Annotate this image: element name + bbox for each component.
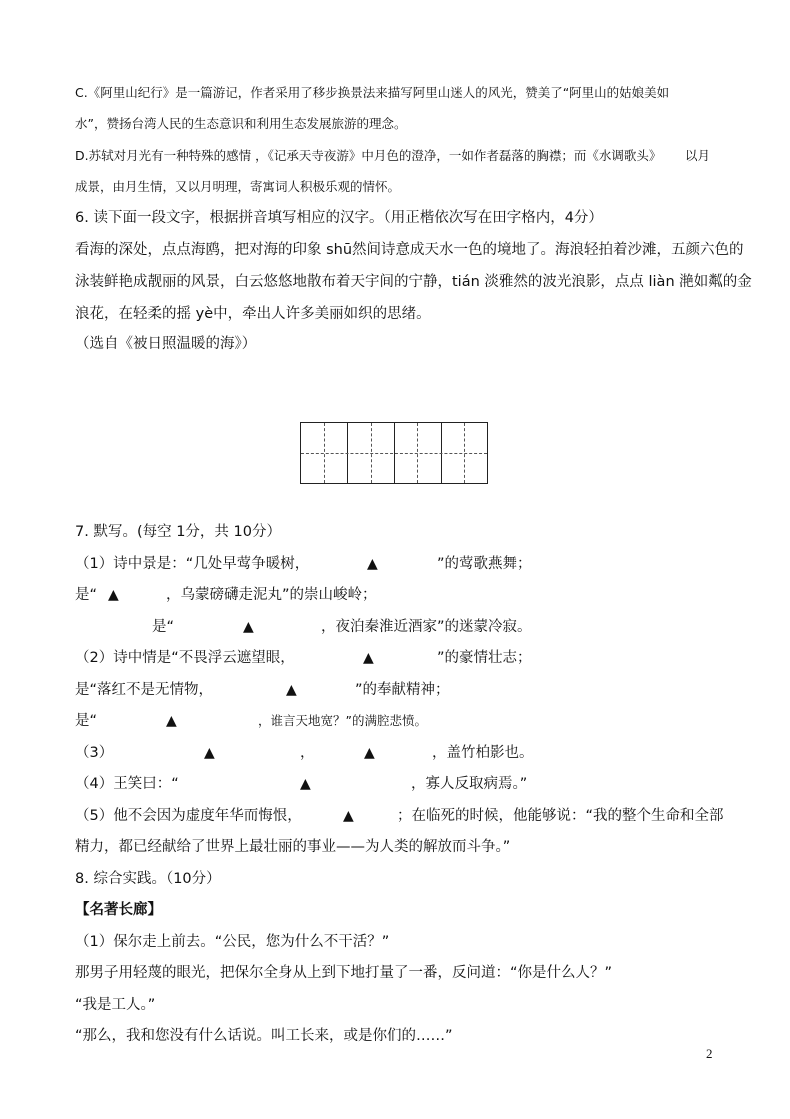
q7-item5-blank[interactable]: ▲ bbox=[343, 808, 354, 824]
tianzige-answer-grid[interactable] bbox=[300, 422, 488, 484]
q6-paragraph-line1: 看海的深处，点点海鸥，把对海的印象 shū然间诗意成天水一色的境地了。海浪轻拍着沙滩，五颜六色的 bbox=[75, 242, 744, 258]
q7-item1-line3-prefix: 是“ bbox=[152, 619, 175, 635]
q7-item2-line2-suffix: ”的奉献精神； bbox=[355, 682, 450, 698]
q7-item5-line2: 精力，都已经献给了世界上最壮丽的事业——为人类的解放而斗争。” bbox=[75, 839, 511, 855]
q8-line2: 那男子用轻蔑的眼光，把保尔全身从上到下地打量了一番，反问道：“你是什么人？” bbox=[75, 965, 613, 981]
option-d-line1: D.苏轼对月光有一种特殊的感情 ，《记承天寺夜游》中月色的澄净，一如作者磊落的胸襟；而《水调歌头》 bbox=[75, 148, 662, 163]
q7-item3-prefix: （3） bbox=[75, 745, 114, 761]
q8-stem: 8. 综合实践。（10分） bbox=[75, 871, 221, 887]
q7-item2-blank3[interactable]: ▲ bbox=[166, 713, 177, 729]
q7-item1-blank3[interactable]: ▲ bbox=[243, 619, 254, 635]
q7-item3-blank1[interactable]: ▲ bbox=[204, 745, 215, 761]
q7-item1-blank2[interactable]: ▲ bbox=[108, 587, 119, 603]
option-c-line2: 水”，赞扬台湾人民的生态意识和利用生态发展旅游的理念。 bbox=[75, 116, 407, 131]
q7-item1-blank1[interactable]: ▲ bbox=[367, 556, 378, 572]
q7-item1-prompt: （1）诗中景是：“几处早莺争暖树， bbox=[75, 556, 310, 572]
q7-item4-suffix: ，寡人反取病焉。” bbox=[411, 776, 528, 792]
q7-item2-blank1[interactable]: ▲ bbox=[363, 650, 374, 666]
q8-line4: “那么，我和您没有什么话说。叫工长来，或是你们的……” bbox=[75, 1028, 453, 1044]
q8-section-title: 【名著长廊】 bbox=[75, 902, 162, 918]
q8-line3: “我是工人。” bbox=[75, 997, 156, 1013]
q6-source: （选自《被日照温暖的海》） bbox=[75, 336, 257, 352]
q6-paragraph-line3: 浪花，在轻柔的摇 yè中，牵出人许多美丽如织的思绪。 bbox=[75, 306, 431, 322]
option-d-line1-end: 以月 bbox=[685, 148, 711, 163]
q7-item1-line2-suffix: ，乌蒙磅礴走泥丸”的崇山峻岭； bbox=[166, 587, 377, 603]
q7-item2-prompt: （2）诗中情是“不畏浮云遮望眼， bbox=[75, 650, 295, 666]
option-d-line2: 成景，由月生情，又以月明理，寄寓词人积极乐观的情怀。 bbox=[75, 179, 401, 194]
q7-item2-suffix: ”的豪情壮志； bbox=[437, 650, 532, 666]
q6-stem: 6. 读下面一段文字，根据拼音填写相应的汉字。（用正楷依次写在田字格内，4分） bbox=[75, 210, 603, 226]
page-number: 2 bbox=[706, 1046, 713, 1061]
option-c-line1: C.《阿里山纪行》是一篇游记，作者采用了移步换景法来描写阿里山迷人的风光，赞美了“阿里山的姑娘美如 bbox=[75, 85, 670, 100]
q7-item1-line2-prefix: 是“ bbox=[75, 587, 98, 603]
q7-item1-line3-suffix: ，夜泊秦淮近酒家”的迷蒙冷寂。 bbox=[321, 619, 532, 635]
q7-item5-suffix: ；在临死的时候，他能够说：“我的整个生命和全部 bbox=[397, 808, 724, 824]
q7-item2-blank2[interactable]: ▲ bbox=[286, 682, 297, 698]
q7-item3-suffix: ，盖竹柏影也。 bbox=[432, 745, 534, 761]
q7-item2-line3-prefix: 是“ bbox=[75, 713, 98, 729]
q7-item2-line3-suffix: ，谁言天地宽？”的满腔悲愤。 bbox=[258, 713, 427, 728]
q7-stem: 7. 默写。(每空 1分，共 10分） bbox=[75, 524, 281, 540]
q6-paragraph-line2: 泳装鲜艳成靓丽的风景，白云悠悠地散布着天宇间的宁静，tián 淡雅然的波光浪影，点点 liàn 滟如粼的金 bbox=[75, 274, 752, 290]
q7-item5-prefix: （5）他不会因为虚度年华而悔恨， bbox=[75, 808, 302, 824]
q7-item3-comma: ， bbox=[300, 745, 315, 761]
q7-item1-suffix: ”的莺歌燕舞； bbox=[437, 556, 532, 572]
q7-item3-blank2[interactable]: ▲ bbox=[364, 745, 375, 761]
q7-item2-line2-prefix: 是“落红不是无情物， bbox=[75, 682, 214, 698]
q7-item4-prefix: （4）王笑曰：“ bbox=[75, 776, 179, 792]
q8-line1: （1）保尔走上前去。“公民，您为什么不干活？” bbox=[75, 934, 390, 950]
q7-item4-blank[interactable]: ▲ bbox=[300, 776, 311, 792]
